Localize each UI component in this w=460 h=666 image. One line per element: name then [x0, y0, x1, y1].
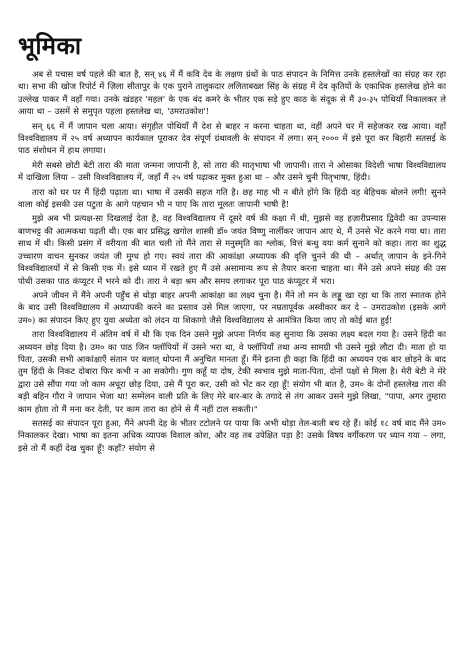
paragraph-4: तारा को घर पर मैं हिंदी पढ़ाता था। भाषा में उसकी सहज गति है। छह माह भी न बीते होंगे कि हिंदी वह बेहिचक बोलने लगी! सुनने वाला कोई इसकी उस पटुता के आगे पहचान भी न पाए कि तारा मूलतः जापानी भाषी है! [18, 186, 446, 210]
page-title: भूमिका [18, 31, 82, 60]
paragraph-2: सन् ६६ में मैं जापान चला आया। संगृहीत पोथियाँ मैं देश से बाहर न करना चाहता था, वहीं अपने घर में सहेजकर रख आया। वहाँ विश्वविद्यालय में २५ वर्ष अध्यापन कार्यकाल पूराकर देव संपूर्ण ग्रंथावली के संपादन में लगा। सन् २००० में इसे पूरा कर बिहारी सतसई के पाठ संशोधन में हाथ लगाया। [18, 120, 446, 156]
paragraph-7: तारा विश्वविद्यालय में अंतिम वर्ष में थी कि एक दिन उसने मुझे अपना निर्णय कह सुनाया कि उसका लक्ष्य बदल गया है। उसने हिंदी का अध्ययन छोड़ दिया है। उम० का पाठ जिन फ्लॉपियों में उसने भरा था, वे फ्लॉपियाँ तथा अन्य सामग्री भी उसने मुझे लौटा दी। माता हो या पिता, उसकी सभी आकांक्षाएँ संतान पर बलात् थोपना मैं अनुचित मानता हूँ। मैंने इतना ही कहा कि हिंदी का अध्ययन एक बार छोड़ने के बाद तुम हिंदी के निकट दोबारा फिर कभी न आ सकोगी। गुण कहूँ या दोष, टेकी स्वभाव मुझे माता-पिता, दोनों पक्षों से मिला है। मेरी बेटी ने मेरे द्वारा उसे सौंपा गया जो काम अधूरा छोड़ दिया, उसे मैं पूरा कर, उसी को भेंट कर रहा हूँ! संयोग भी बात है, उम० के दोनों हस्तलेख तारा की बड़ी बहिन गौरा ने जापान भेजा था! सम्मेलन वाली प्रति के लिए मेरे बार-बार के तगादे से तंग आकर उसने मुझे लिखा, "पापा, अगर तुम्हारा काम होता तो मैं मना कर देती, पर काम तारा का होने से मैं नहीं टाल सकती।" [18, 329, 446, 414]
paragraph-3: मेरी सबसे छोटी बेटी तारा की माता जन्मना जापानी है, सो तारा की मातृभाषा भी जापानी। तारा ने ओसाका विदेशी भाषा विश्वविद्यालय में दाखिला लिया – उसी विश्वविद्यालय में, जहाँ मैं २५ वर्ष पढ़ाकर मुक्त हुआ था – और उसने चुनी पितृभाषा, हिंदी। [18, 159, 446, 183]
paragraph-5: मुझे अब भी प्रत्यक्ष-सा दिखलाई देता है, वह विश्वविद्यालय में दूसरे वर्ष की कक्षा में थी, मुझसे वह हज़ारीप्रसाद द्विवेदी का उपन्यास बाणभट्ट की आत्मकथा पढ़ती थी। एक बार प्रसिद्ध खगोल शास्त्री डॉ० जयंत विष्णु नार्लीकर जापान आए थे, मैं उनसे भेंट करने गया था। तारा साथ में थी। किसी प्रसंग में वरीयता की बात चली तो मैंने तारा से मनुस्मृति का श्लोक, वित्तं बन्धु वयः कर्म सुनाने को कहा। तारा का शुद्ध उच्चारण वाचन सुनकर जयंत जी मुग्ध हो गए। स्वयं तारा की आकांक्षा अध्यापक की वृत्ति चुनने की थी – अर्थात् जापान के इने-गिने विश्वविद्यालयों में से किसी एक में। इसे ध्यान में रखते हुए मैं उसे असामान्य रूप से तैयार करना चाहता था। मैंने उसे अपने संग्रह की उस पोथी उसका पाठ कंप्यूटर में भरने को दी। तारा ने बड़ा श्रम और समय लगाकर पूरा पाठ कंप्यूटर में भरा। [18, 213, 446, 286]
paragraph-1: अब से पचास वर्ष पहले की बात है, सन् ४६ में मैं कवि देव के लक्षण ग्रंथों के पाठ संपादन के निमित्त उनके हस्तलेखों का संग्रह कर रहा था। सभा की खोज रिपोर्ट में ज़िला सीतापुर के एक पुराने तालुकदार ललिताबख्श सिंह के संग्रह में देव कृतियों के एकाधिक हस्तलेख होने का उल्लेख पाकर मैं वहाँ गया। उनके खंडहर 'महल' के एक बंद कमरे के भीतर एक सड़े हुए काठ के संदूक से मैं ३०-३५ पोथियाँ निकालकर ले आया था – उसमें से समुपृत पहला हस्तलेख था, 'उमराउकोश'! [18, 69, 446, 117]
paragraph-6: अपने जीवन में मैंने अपनी पहुँच से थोड़ा बाहर अपनी आकांक्षा का लक्ष्य चुना है। मैंने तो मन के लड्डू खा रहा था कि तारा स्नातक होने के बाद उसी विश्वविद्यालय में अध्यापकी करने का प्रस्ताव उसे मिल जाएगा, पर नम्रतापूर्वक अस्वीकार कर दे – उमराउकोश (इसके आगे उम०) का संपादन किए हुए युवा अध्येता को लंदन या शिकागो जैसे विश्वविद्यालय से आमंत्रित किया जाए तो कोई बात हुई! [18, 289, 446, 325]
paragraph-8: सतसई का संपादन पूरा हुआ, मैंने अपनी देह के भीतर टटोलने पर पाया कि अभी थोड़ा तेल-बाती बच रहे हैं। कोई १८ वर्ष बाद मैंने उम० निकालकर देखा। भाषा का इतना अधिक व्यापक विशाल कोश, और वह तब उपेक्षित पड़ा है! उसके विषय वर्गीकरण पर ध्यान गया – लगा, इसे तो मैं कहीं देख चुका हूँ! कहाँ? संयोग से [18, 417, 446, 453]
